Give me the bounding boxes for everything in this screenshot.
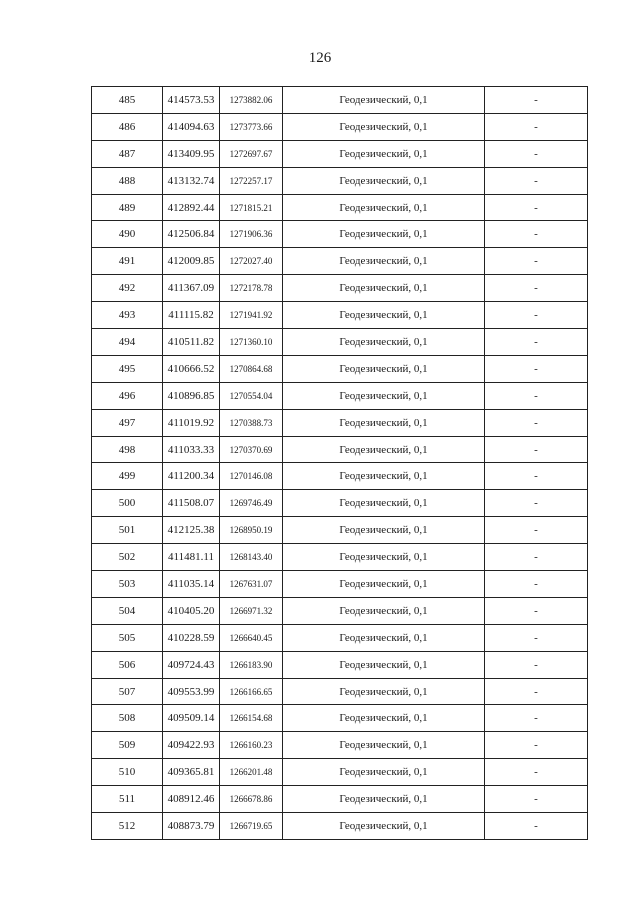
y-coordinate-cell: 1266201.48 [220,759,283,786]
method-cell: Геодезический, 0,1 [283,732,485,759]
point-number-cell: 500 [92,490,163,517]
x-coordinate-cell: 409724.43 [163,651,220,678]
note-cell: - [485,651,588,678]
y-coordinate-cell: 1273882.06 [220,87,283,114]
x-coordinate-cell: 411200.34 [163,463,220,490]
point-number-cell: 496 [92,382,163,409]
table-row [92,759,588,786]
point-number-cell: 505 [92,624,163,651]
note-cell: - [485,87,588,114]
y-coordinate-cell: 1270370.69 [220,436,283,463]
note-cell: - [485,490,588,517]
note-cell: - [485,167,588,194]
x-coordinate-cell: 410228.59 [163,624,220,651]
table-row [92,705,588,732]
note-cell: - [485,355,588,382]
method-cell: Геодезический, 0,1 [283,248,485,275]
y-coordinate-cell: 1268950.19 [220,517,283,544]
method-cell: Геодезический, 0,1 [283,194,485,221]
method-cell: Геодезический, 0,1 [283,517,485,544]
note-cell: - [485,759,588,786]
note-cell: - [485,302,588,329]
x-coordinate-cell: 411367.09 [163,275,220,302]
note-cell: - [485,813,588,840]
y-coordinate-cell: 1266166.65 [220,678,283,705]
point-number-cell: 491 [92,248,163,275]
note-cell: - [485,732,588,759]
table-row [92,544,588,571]
y-coordinate-cell: 1266154.68 [220,705,283,732]
y-coordinate-cell: 1266719.65 [220,813,283,840]
method-cell: Геодезический, 0,1 [283,759,485,786]
table-row [92,786,588,813]
method-cell: Геодезический, 0,1 [283,705,485,732]
note-cell: - [485,678,588,705]
method-cell: Геодезический, 0,1 [283,463,485,490]
table-row [92,248,588,275]
y-coordinate-cell: 1271360.10 [220,329,283,356]
table-row [92,167,588,194]
table-row [92,140,588,167]
point-number-cell: 497 [92,409,163,436]
y-coordinate-cell: 1270864.68 [220,355,283,382]
table-row [92,463,588,490]
x-coordinate-cell: 412892.44 [163,194,220,221]
x-coordinate-cell: 412125.38 [163,517,220,544]
y-coordinate-cell: 1272257.17 [220,167,283,194]
x-coordinate-cell: 409553.99 [163,678,220,705]
point-number-cell: 492 [92,275,163,302]
x-coordinate-cell: 411019.92 [163,409,220,436]
x-coordinate-cell: 414094.63 [163,113,220,140]
coordinates-table-body [92,87,588,840]
x-coordinate-cell: 409509.14 [163,705,220,732]
method-cell: Геодезический, 0,1 [283,87,485,114]
note-cell: - [485,571,588,598]
point-number-cell: 485 [92,87,163,114]
y-coordinate-cell: 1266183.90 [220,651,283,678]
note-cell: - [485,517,588,544]
table-row [92,87,588,114]
x-coordinate-cell: 408873.79 [163,813,220,840]
table-row [92,651,588,678]
x-coordinate-cell: 412009.85 [163,248,220,275]
point-number-cell: 503 [92,571,163,598]
method-cell: Геодезический, 0,1 [283,678,485,705]
table-row [92,597,588,624]
x-coordinate-cell: 409365.81 [163,759,220,786]
point-number-cell: 494 [92,329,163,356]
note-cell: - [485,382,588,409]
y-coordinate-cell: 1267631.07 [220,571,283,598]
y-coordinate-cell: 1272178.78 [220,275,283,302]
point-number-cell: 486 [92,113,163,140]
table-row [92,517,588,544]
method-cell: Геодезический, 0,1 [283,113,485,140]
table-row [92,732,588,759]
method-cell: Геодезический, 0,1 [283,571,485,598]
y-coordinate-cell: 1269746.49 [220,490,283,517]
x-coordinate-cell: 410896.85 [163,382,220,409]
point-number-cell: 510 [92,759,163,786]
table-row [92,302,588,329]
table-row [92,624,588,651]
y-coordinate-cell: 1266678.86 [220,786,283,813]
method-cell: Геодезический, 0,1 [283,167,485,194]
method-cell: Геодезический, 0,1 [283,409,485,436]
note-cell: - [485,597,588,624]
method-cell: Геодезический, 0,1 [283,302,485,329]
x-coordinate-cell: 411115.82 [163,302,220,329]
y-coordinate-cell: 1270388.73 [220,409,283,436]
point-number-cell: 499 [92,463,163,490]
y-coordinate-cell: 1270554.04 [220,382,283,409]
note-cell: - [485,624,588,651]
point-number-cell: 501 [92,517,163,544]
table-row [92,329,588,356]
method-cell: Геодезический, 0,1 [283,544,485,571]
x-coordinate-cell: 411508.07 [163,490,220,517]
point-number-cell: 488 [92,167,163,194]
method-cell: Геодезический, 0,1 [283,275,485,302]
y-coordinate-cell: 1271815.21 [220,194,283,221]
method-cell: Геодезический, 0,1 [283,786,485,813]
method-cell: Геодезический, 0,1 [283,382,485,409]
x-coordinate-cell: 410666.52 [163,355,220,382]
point-number-cell: 495 [92,355,163,382]
point-number-cell: 504 [92,597,163,624]
table-row [92,678,588,705]
point-number-cell: 506 [92,651,163,678]
x-coordinate-cell: 410511.82 [163,329,220,356]
method-cell: Геодезический, 0,1 [283,490,485,517]
x-coordinate-cell: 411035.14 [163,571,220,598]
point-number-cell: 490 [92,221,163,248]
y-coordinate-cell: 1268143.40 [220,544,283,571]
note-cell: - [485,329,588,356]
note-cell: - [485,221,588,248]
y-coordinate-cell: 1271906.36 [220,221,283,248]
method-cell: Геодезический, 0,1 [283,329,485,356]
page-number: 126 [308,50,332,66]
method-cell: Геодезический, 0,1 [283,355,485,382]
table-row [92,813,588,840]
x-coordinate-cell: 413132.74 [163,167,220,194]
x-coordinate-cell: 413409.95 [163,140,220,167]
y-coordinate-cell: 1272697.67 [220,140,283,167]
note-cell: - [485,140,588,167]
point-number-cell: 487 [92,140,163,167]
x-coordinate-cell: 408912.46 [163,786,220,813]
method-cell: Геодезический, 0,1 [283,221,485,248]
y-coordinate-cell: 1270146.08 [220,463,283,490]
method-cell: Геодезический, 0,1 [283,140,485,167]
table-row [92,409,588,436]
x-coordinate-cell: 411033.33 [163,436,220,463]
point-number-cell: 498 [92,436,163,463]
note-cell: - [485,705,588,732]
x-coordinate-cell: 414573.53 [163,87,220,114]
y-coordinate-cell: 1273773.66 [220,113,283,140]
point-number-cell: 509 [92,732,163,759]
table-row [92,221,588,248]
point-number-cell: 502 [92,544,163,571]
x-coordinate-cell: 409422.93 [163,732,220,759]
point-number-cell: 493 [92,302,163,329]
y-coordinate-cell: 1266640.45 [220,624,283,651]
x-coordinate-cell: 410405.20 [163,597,220,624]
note-cell: - [485,463,588,490]
note-cell: - [485,544,588,571]
x-coordinate-cell: 412506.84 [163,221,220,248]
y-coordinate-cell: 1272027.40 [220,248,283,275]
method-cell: Геодезический, 0,1 [283,597,485,624]
point-number-cell: 489 [92,194,163,221]
point-number-cell: 511 [92,786,163,813]
note-cell: - [485,786,588,813]
y-coordinate-cell: 1266971.32 [220,597,283,624]
point-number-cell: 508 [92,705,163,732]
method-cell: Геодезический, 0,1 [283,813,485,840]
x-coordinate-cell: 411481.11 [163,544,220,571]
y-coordinate-cell: 1266160.23 [220,732,283,759]
table-row [92,194,588,221]
table-row [92,382,588,409]
note-cell: - [485,275,588,302]
coordinates-table [91,86,588,840]
method-cell: Геодезический, 0,1 [283,436,485,463]
point-number-cell: 512 [92,813,163,840]
note-cell: - [485,248,588,275]
method-cell: Геодезический, 0,1 [283,651,485,678]
table-row [92,436,588,463]
table-row [92,275,588,302]
table-row [92,355,588,382]
table-row [92,490,588,517]
method-cell: Геодезический, 0,1 [283,624,485,651]
note-cell: - [485,113,588,140]
note-cell: - [485,194,588,221]
y-coordinate-cell: 1271941.92 [220,302,283,329]
table-row [92,571,588,598]
table-row [92,113,588,140]
point-number-cell: 507 [92,678,163,705]
note-cell: - [485,436,588,463]
note-cell: - [485,409,588,436]
